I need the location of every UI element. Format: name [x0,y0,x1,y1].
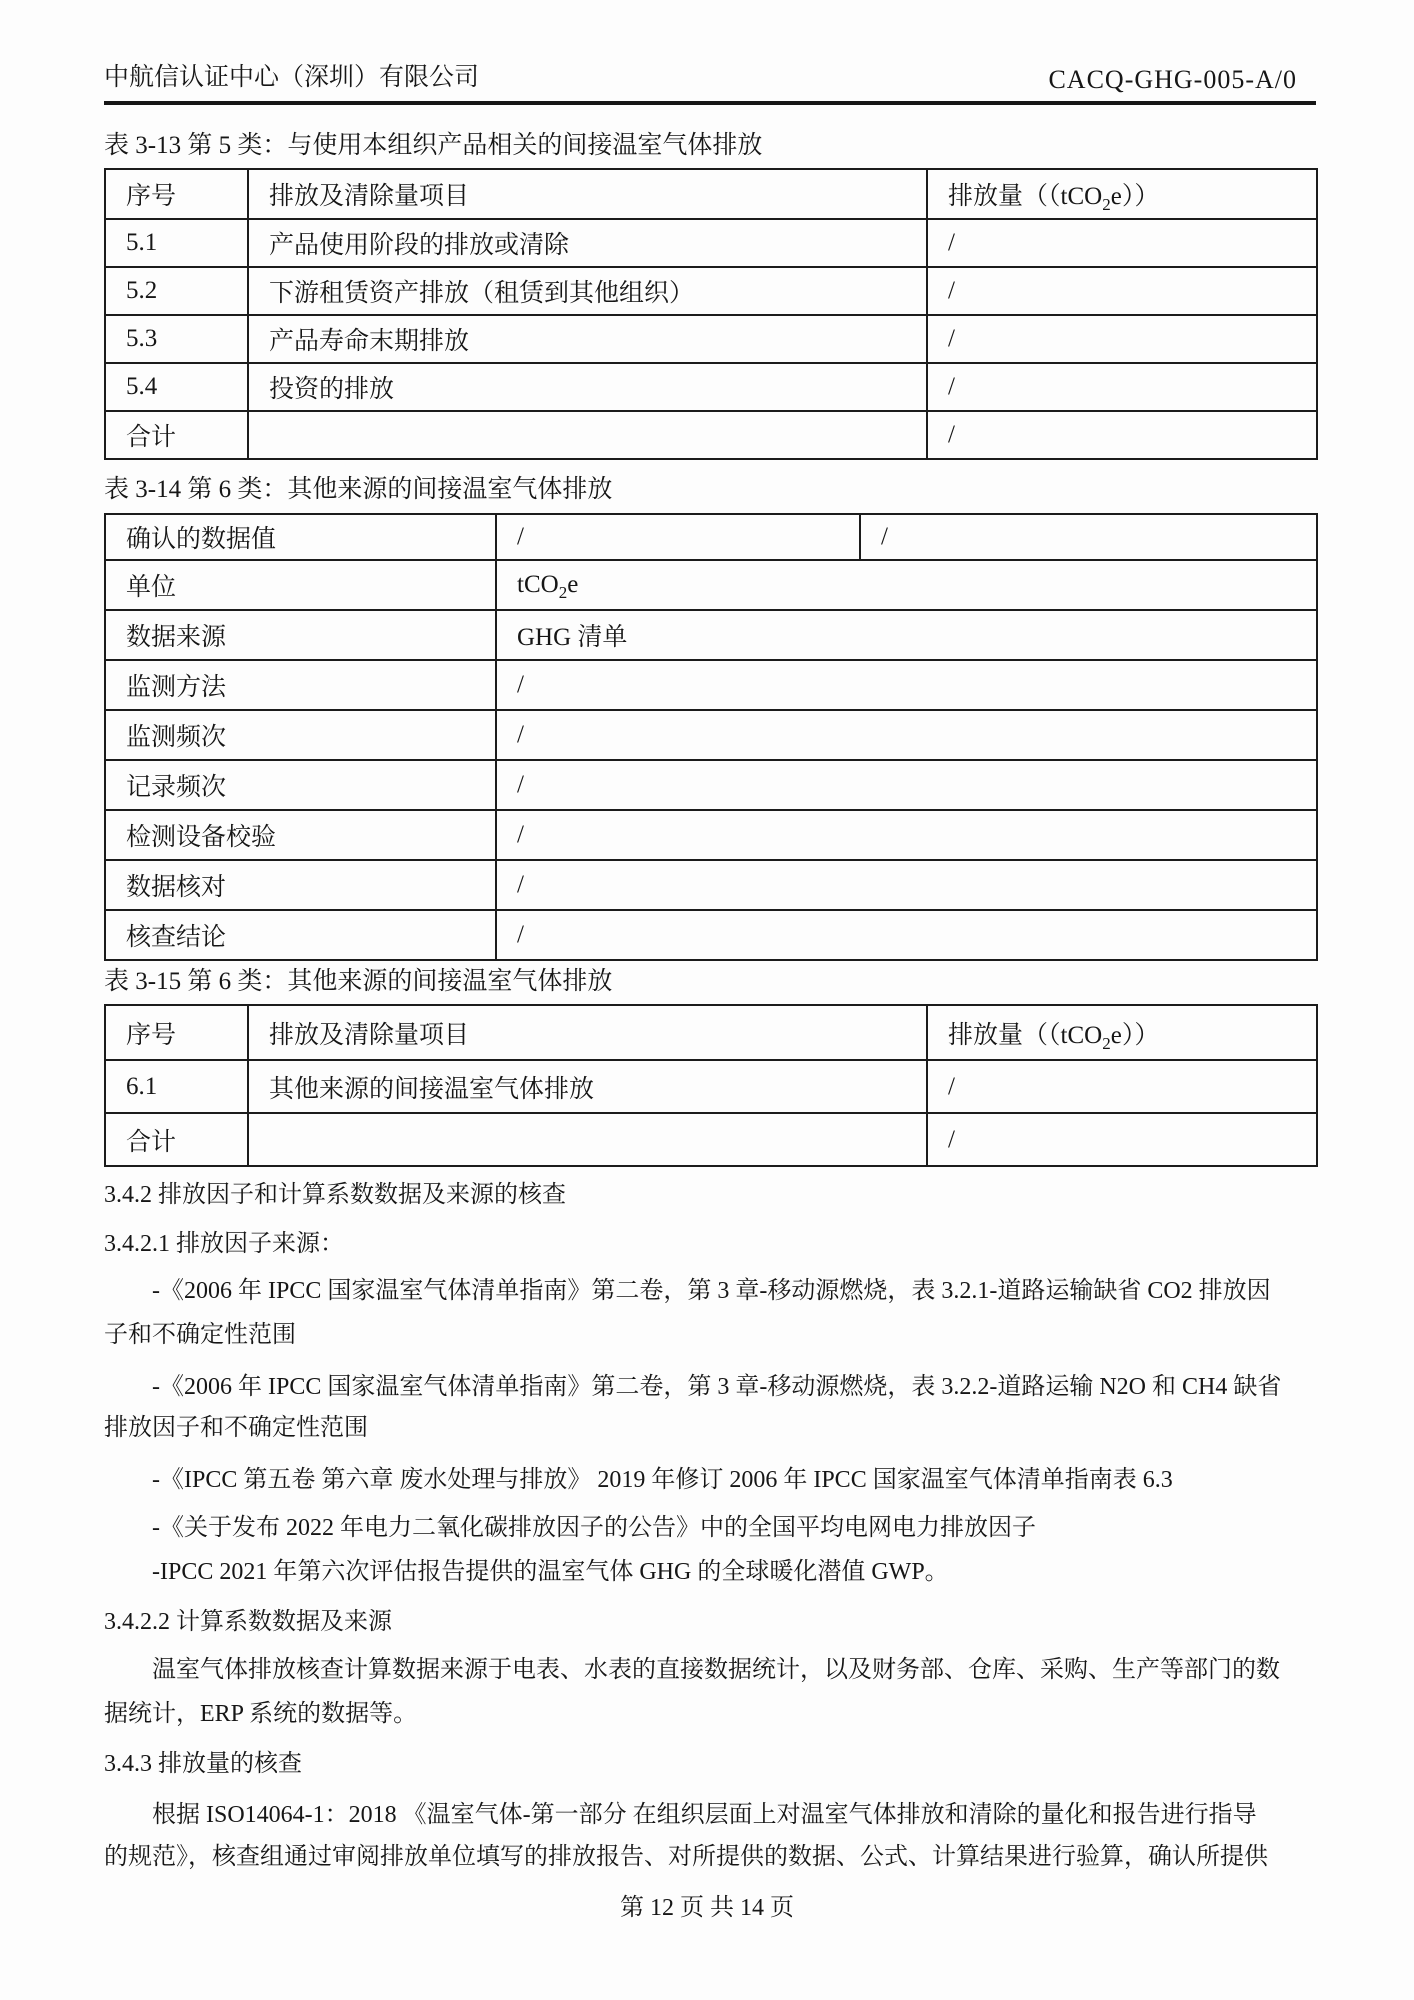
table-3-15 [104,1004,1318,1167]
table-row [105,315,1317,363]
cell-value: GHG 清单 [496,610,1317,660]
section-heading-3-4-2: 3.4.2 排放因子和计算系数数据及来源的核查 [104,1182,566,1208]
cell-label: 数据核对 [105,860,496,910]
cell-label: 监测频次 [105,710,496,760]
cell-value: / [927,267,1317,315]
unit-subscript: 2 [1102,195,1111,214]
cell-item: 产品寿命末期排放 [248,315,927,363]
header-company-name: 中航信认证中心（深圳）有限公司 [104,64,480,91]
cell-value: / [496,910,1317,960]
cell-row-no: 5.1 [105,219,248,267]
table-total-row [105,411,1317,459]
cell-row-no: 合计 [105,1113,248,1166]
table-header-row [105,169,1317,219]
cell-item: 产品使用阶段的排放或清除 [248,219,927,267]
page-footer: 第 12 页 共 14 页 [620,1895,794,1921]
section-heading-3-4-2-2: 3.4.2.2 计算系数数据及来源 [104,1609,392,1635]
section-heading-3-4-2-1: 3.4.2.1 排放因子来源： [104,1231,344,1257]
unit-suffix: e [1110,1021,1122,1049]
cell-item: 下游租赁资产排放（租赁到其他组织） [248,267,927,315]
unit-subscript: 2 [1102,1033,1111,1053]
table-3-13-title: 表 3-13 第 5 类：与使用本组织产品相关的间接温室气体排放 [104,132,763,159]
header-cell-item: 排放及清除量项目 [248,1005,927,1060]
cell-label: 单位 [105,560,496,610]
emission-label-close: ）） [1121,1021,1160,1049]
cell-item: 其他来源的间接温室气体排放 [248,1060,927,1113]
header-cell-emission [927,169,1317,219]
header-cell-item: 排放及清除量项目 [248,169,927,219]
table-3-14 [104,513,1318,961]
table-3-15-title: 表 3-15 第 6 类：其他来源的间接温室气体排放 [104,968,613,995]
table-row [105,267,1317,315]
emission-label-open: 排放量（（ [948,183,1061,210]
cell-label: 检测设备校验 [105,810,496,860]
table-row-confirmed-value [105,514,1317,560]
cell-row-no: 6.1 [105,1060,248,1113]
cell-label: 核查结论 [105,910,496,960]
body-line: 温室气体排放核查计算数据来源于电表、水表的直接数据统计，以及财务部、仓库、采购、生产等部门的数 [152,1657,1280,1683]
cell-value: / [927,411,1317,459]
table-row [105,810,1317,860]
cell-label: 确认的数据值 [105,514,496,560]
table-3-14-title: 表 3-14 第 6 类：其他来源的间接温室气体排放 [104,476,613,503]
unit-suffix: e [1110,183,1122,210]
header-cell-emission [927,1005,1317,1060]
cell-row-no: 5.4 [105,363,248,411]
body-line: 排放因子和不确定性范围 [104,1415,368,1441]
unit-suffix: e [567,571,579,598]
table-row [105,760,1317,810]
emission-label-close: ）） [1121,183,1160,210]
cell-value: / [496,860,1317,910]
table-row [105,710,1317,760]
body-line: -《IPCC 第五卷 第六章 废水处理与排放》 2019 年修订 2006 年 IPCC 国家温室气体清单指南表 6.3 [152,1467,1173,1493]
cell-value: / [496,710,1317,760]
header-rule [104,101,1316,105]
cell-item [248,1113,927,1166]
table-row [105,660,1317,710]
emission-label-open: 排放量（（ [948,1021,1061,1049]
body-line: 子和不确定性范围 [104,1322,296,1348]
cell-value: / [927,315,1317,363]
cell-value: / [927,363,1317,411]
table-row [105,363,1317,411]
unit-subscript: 2 [558,583,568,602]
cell-value: / [927,1060,1317,1113]
cell-label: 监测方法 [105,660,496,710]
section-heading-3-4-3: 3.4.3 排放量的核查 [104,1751,302,1777]
table-total-row [105,1113,1317,1166]
unit-prefix: tCO [1060,1021,1103,1049]
table-3-13 [104,168,1318,460]
cell-value: / [927,219,1317,267]
body-line: 根据 ISO14064-1：2018 《温室气体-第一部分 在组织层面上对温室气体排放和清除的量化和报告进行指导 [152,1802,1257,1828]
cell-value: / [496,514,860,560]
header-cell-no: 序号 [105,169,248,219]
cell-item [248,411,927,459]
cell-value: / [496,810,1317,860]
table-row-unit [105,560,1317,610]
cell-row-no: 5.3 [105,315,248,363]
body-line: 据统计，ERP 系统的数据等。 [104,1701,418,1727]
cell-row-no: 5.2 [105,267,248,315]
header-cell-no: 序号 [105,1005,248,1060]
cell-item: 投资的排放 [248,363,927,411]
body-line: -《关于发布 2022 年电力二氧化碳排放因子的公告》中的全国平均电网电力排放因子 [152,1515,1036,1541]
table-row [105,1060,1317,1113]
cell-unit-value [496,560,1317,610]
cell-value: / [496,660,1317,710]
table-row [105,219,1317,267]
cell-row-no: 合计 [105,411,248,459]
body-line: -IPCC 2021 年第六次评估报告提供的温室气体 GHG 的全球暖化潜值 GWP。 [152,1559,949,1585]
body-line: -《2006 年 IPCC 国家温室气体清单指南》第二卷，第 3 章-移动源燃烧，表 3.2.1-道路运输缺省 CO2 排放因 [152,1278,1271,1304]
table-row [105,860,1317,910]
cell-value: / [496,760,1317,810]
header-doc-code: CACQ-GHG-005-A/0 [1048,65,1297,94]
unit-prefix: tCO [1060,183,1103,210]
cell-value: / [860,514,1317,560]
table-header-row [105,1005,1317,1060]
cell-value: / [927,1113,1317,1166]
body-line: 的规范》，核查组通过审阅排放单位填写的排放报告、对所提供的数据、公式、计算结果进行验算，确认所提供 [104,1844,1268,1870]
cell-label: 记录频次 [105,760,496,810]
table-row [105,910,1317,960]
cell-label: 数据来源 [105,610,496,660]
unit-prefix: tCO [517,571,559,598]
body-line: -《2006 年 IPCC 国家温室气体清单指南》第二卷，第 3 章-移动源燃烧，表 3.2.2-道路运输 N2O 和 CH4 缺省 [152,1374,1282,1400]
table-row [105,610,1317,660]
